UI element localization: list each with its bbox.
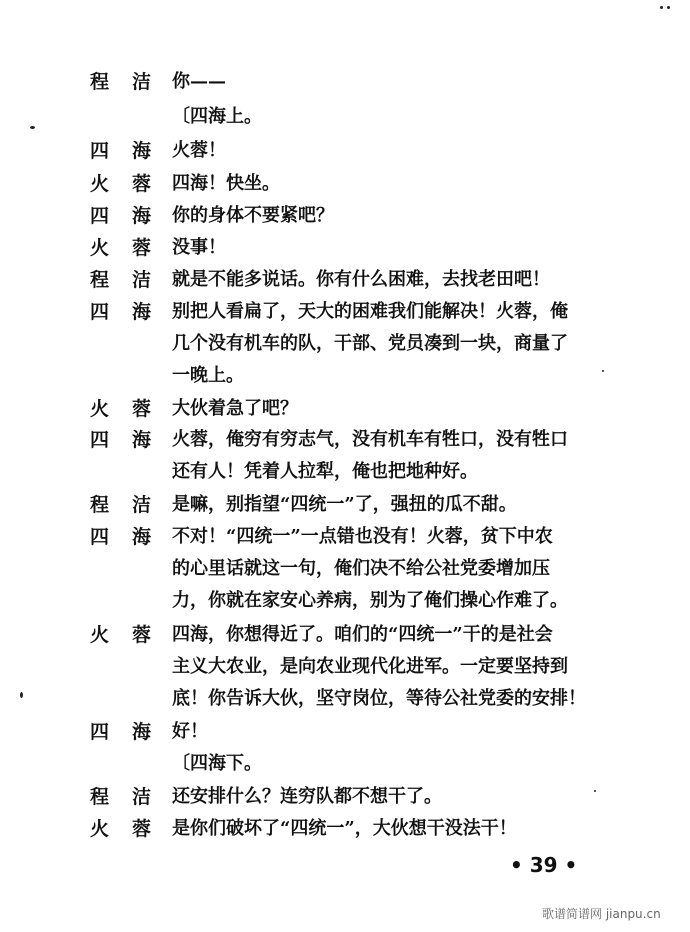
dialogue-text: 主义大农业，是向农业现代化进军。一定要坚持到 xyxy=(172,656,568,677)
speaker-char: 海 xyxy=(132,721,152,743)
dialogue-text: 不对！“四统一”一点错也没有！火蓉，贫下中农 xyxy=(172,526,553,547)
scan-speck xyxy=(602,370,604,372)
script-line xyxy=(0,393,690,425)
dialogue-text: 的心里话就这一句，俺们决不给公社党委增加压 xyxy=(172,558,550,579)
stage-direction: 〔四海下。 xyxy=(172,753,262,774)
dialogue-text: 就是不能多说话。你有什么困难，去找老田吧！ xyxy=(172,269,550,290)
script-line xyxy=(0,748,690,780)
speaker-char: 海 xyxy=(132,429,152,451)
speaker-char: 海 xyxy=(132,526,152,548)
scan-speck xyxy=(594,790,596,792)
speaker-char: 程 xyxy=(90,494,110,516)
speaker-char: 洁 xyxy=(132,786,152,808)
script-line xyxy=(0,683,690,715)
script-line xyxy=(0,813,690,845)
dialogue-text: 四海！快坐。 xyxy=(172,173,280,194)
speaker-char: 程 xyxy=(90,786,110,808)
dialogue-text: 还有人！凭着人拉犁，俺也把地种好。 xyxy=(172,461,478,482)
script-line xyxy=(0,716,690,748)
script-line xyxy=(0,296,690,328)
speaker-char: 四 xyxy=(90,140,110,162)
script-line xyxy=(0,200,690,232)
dialogue-text: 火蓉！ xyxy=(172,140,226,161)
speaker-char: 四 xyxy=(90,429,110,451)
dialogue-text: 还安排什么？连穷队都不想干了。 xyxy=(172,786,442,807)
script-line xyxy=(0,264,690,296)
speaker-char: 蓉 xyxy=(132,173,152,195)
script-line xyxy=(0,101,690,133)
speaker-char: 火 xyxy=(90,398,110,420)
scan-speck xyxy=(660,6,663,9)
dialogue-text: 别把人看扁了，天大的困难我们能解决！火蓉，俺 xyxy=(172,301,568,322)
speaker-char: 蓉 xyxy=(132,398,152,420)
script-line xyxy=(0,168,690,200)
dialogue-text: 底！你告诉大伙，坚守岗位，等待公社党委的安排！ xyxy=(172,688,586,709)
dialogue-text: 力，你就在家安心养病，别为了俺们操心作难了。 xyxy=(172,590,568,611)
speaker-char: 海 xyxy=(132,140,152,162)
speaker-char: 程 xyxy=(90,71,110,93)
scan-speck xyxy=(20,692,23,698)
dialogue-text: 好！ xyxy=(172,721,208,742)
dialogue-text: 大伙着急了吧？ xyxy=(172,398,298,419)
dialogue-text: 四海，你想得近了。咱们的“四统一”干的是社会 xyxy=(172,624,553,645)
dialogue-text: 你—— xyxy=(172,71,226,92)
speaker-char: 程 xyxy=(90,269,110,291)
speaker-char: 蓉 xyxy=(132,237,152,259)
script-line xyxy=(0,135,690,167)
script-line xyxy=(0,489,690,521)
script-line xyxy=(0,66,690,98)
script-line xyxy=(0,232,690,264)
script-line xyxy=(0,553,690,585)
script-line xyxy=(0,651,690,683)
dialogue-text: 是嘛，别指望“四统一”了，强扭的瓜不甜。 xyxy=(172,494,517,515)
dialogue-text: 一晚上。 xyxy=(172,365,244,386)
script-line xyxy=(0,521,690,553)
script-line xyxy=(0,328,690,360)
speaker-char: 洁 xyxy=(132,269,152,291)
speaker-char: 蓉 xyxy=(132,818,152,840)
speaker-char: 四 xyxy=(90,205,110,227)
stage-direction: 〔四海上。 xyxy=(172,106,262,127)
speaker-char: 四 xyxy=(90,721,110,743)
page-number: • 39 • xyxy=(510,853,578,877)
script-line xyxy=(0,585,690,617)
scan-speck xyxy=(667,6,670,9)
speaker-char: 蓉 xyxy=(132,624,152,646)
script-line xyxy=(0,781,690,813)
speaker-char: 四 xyxy=(90,526,110,548)
speaker-char: 洁 xyxy=(132,71,152,93)
speaker-char: 海 xyxy=(132,301,152,323)
dialogue-text: 火蓉，俺穷有穷志气，没有机车有牲口，没有牲口 xyxy=(172,429,568,450)
speaker-char: 洁 xyxy=(132,494,152,516)
dialogue-text: 几个没有机车的队，干部、党员凑到一块，商量了 xyxy=(172,333,568,354)
dialogue-text: 是你们破坏了“四统一”，大伙想干没法干！ xyxy=(172,818,517,839)
speaker-char: 四 xyxy=(90,301,110,323)
speaker-char: 火 xyxy=(90,237,110,259)
script-line xyxy=(0,619,690,651)
speaker-char: 火 xyxy=(90,624,110,646)
speaker-char: 海 xyxy=(132,205,152,227)
script-line xyxy=(0,456,690,488)
speaker-char: 火 xyxy=(90,818,110,840)
script-line xyxy=(0,424,690,456)
scan-speck xyxy=(30,126,35,129)
dialogue-text: 没事！ xyxy=(172,237,226,258)
speaker-char: 火 xyxy=(90,173,110,195)
script-line xyxy=(0,360,690,392)
dialogue-text: 你的身体不要紧吧？ xyxy=(172,205,334,226)
watermark: 歌谱简谱网 jianpu.cn xyxy=(542,907,661,921)
